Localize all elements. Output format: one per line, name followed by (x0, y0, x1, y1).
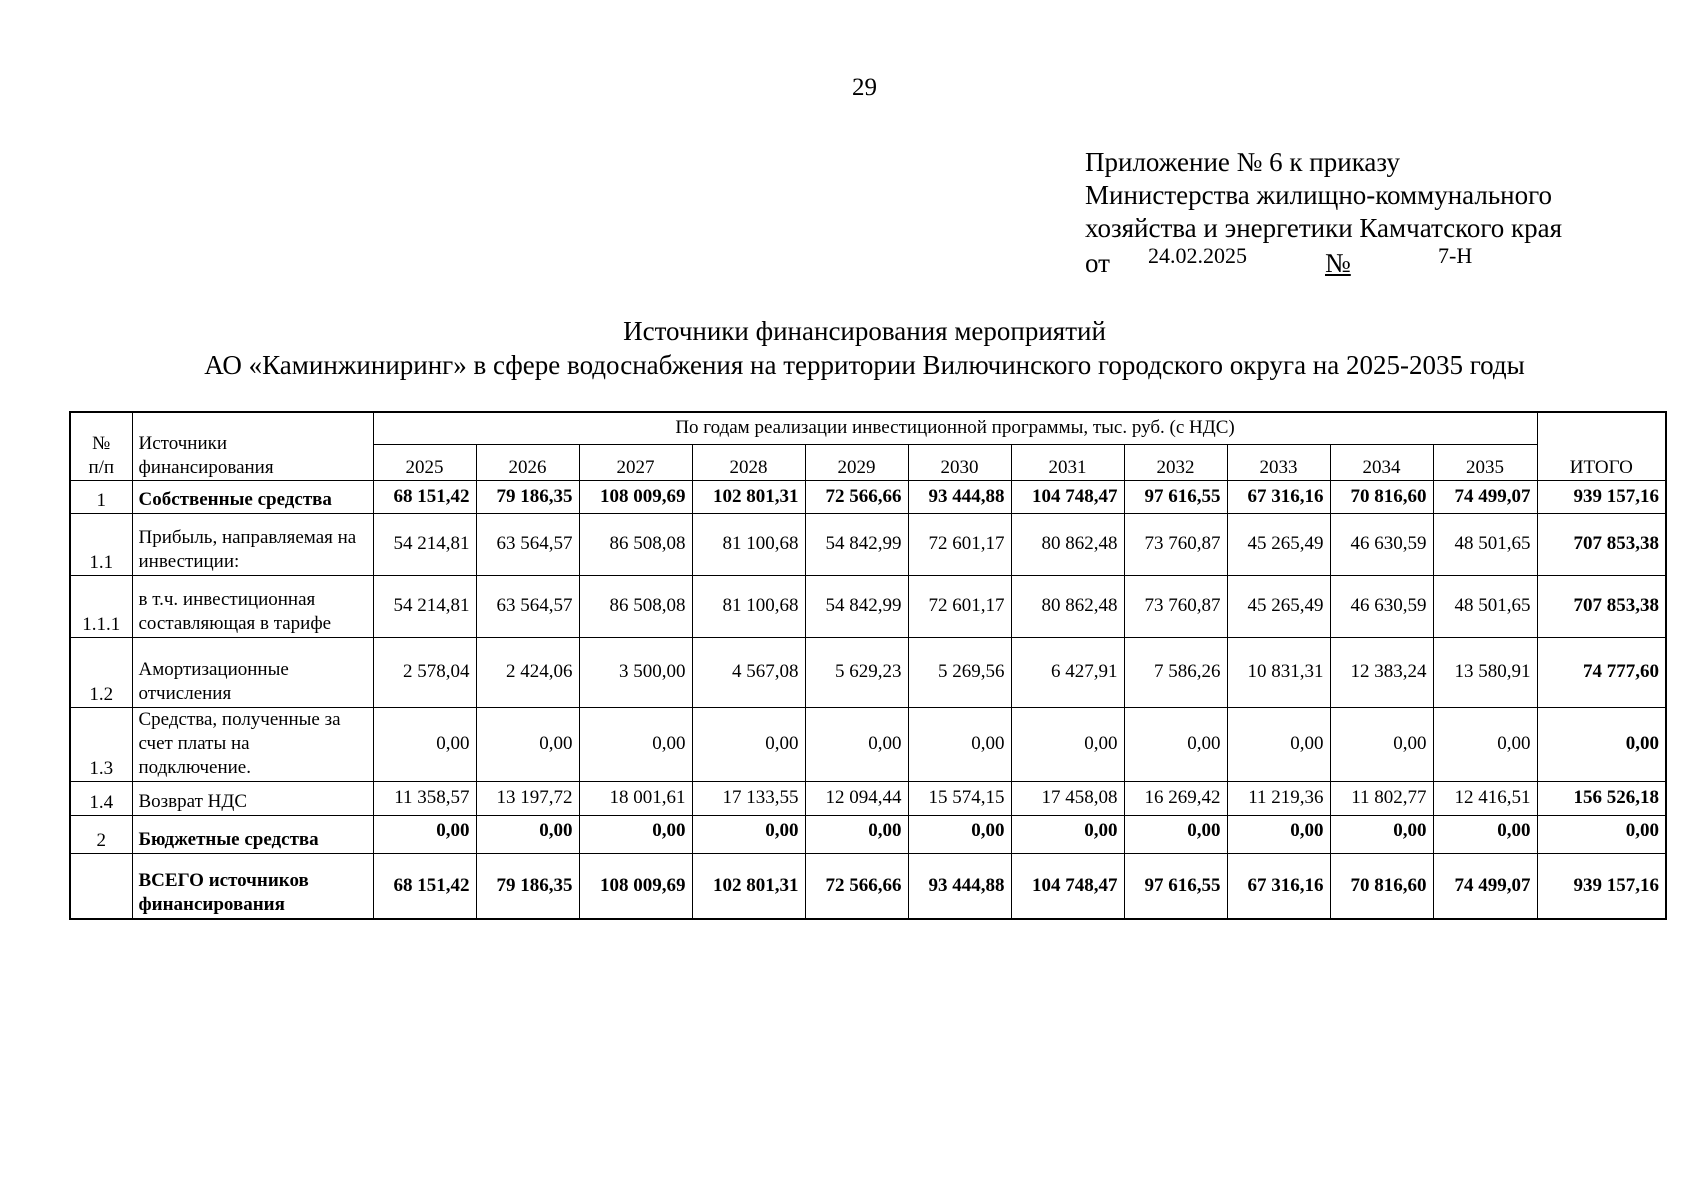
title-line-2: АО «Каминжиниринг» в сфере водоснабжения на территории Вилючинского городского округа на 2025-2035 годы (204, 350, 1525, 380)
cell-value-2027: 0,00 (579, 815, 692, 853)
table-row (70, 637, 1666, 707)
cell-value-2030: 0,00 (908, 707, 1011, 781)
document-title (0, 314, 1698, 382)
cell-value-2026: 79 186,35 (476, 853, 579, 919)
cell-value-2030: 93 444,88 (908, 480, 1011, 513)
cell-total: 0,00 (1537, 815, 1666, 853)
cell-value-2028: 102 801,31 (692, 480, 805, 513)
table-row (70, 815, 1666, 853)
cell-value-2025: 68 151,42 (373, 480, 476, 513)
cell-value-2031: 80 862,48 (1011, 513, 1124, 575)
cell-value-2027: 86 508,08 (579, 575, 692, 637)
cell-value-2034: 70 816,60 (1330, 480, 1433, 513)
table-row (70, 480, 1666, 513)
cell-value-2034: 12 383,24 (1330, 637, 1433, 707)
row-source-name: Бюджетные средства (132, 815, 373, 853)
cell-value-2027: 18 001,61 (579, 781, 692, 815)
order-number-label: № (1325, 248, 1351, 278)
cell-value-2032: 73 760,87 (1124, 575, 1227, 637)
cell-value-2025: 0,00 (373, 815, 476, 853)
cell-value-2034: 11 802,77 (1330, 781, 1433, 815)
cell-value-2029: 0,00 (805, 815, 908, 853)
year-header-2032: 2032 (1124, 444, 1227, 480)
cell-value-2031: 80 862,48 (1011, 575, 1124, 637)
cell-value-2026: 0,00 (476, 815, 579, 853)
table-row (70, 513, 1666, 575)
cell-value-2025: 54 214,81 (373, 575, 476, 637)
cell-value-2027: 0,00 (579, 707, 692, 781)
row-source-name: Возврат НДС (132, 781, 373, 815)
year-header-2033: 2033 (1227, 444, 1330, 480)
cell-value-2034: 0,00 (1330, 707, 1433, 781)
cell-value-2026: 13 197,72 (476, 781, 579, 815)
cell-value-2028: 0,00 (692, 815, 805, 853)
cell-value-2033: 10 831,31 (1227, 637, 1330, 707)
cell-value-2034: 46 630,59 (1330, 575, 1433, 637)
cell-value-2032: 0,00 (1124, 815, 1227, 853)
cell-value-2027: 108 009,69 (579, 853, 692, 919)
cell-value-2029: 5 629,23 (805, 637, 908, 707)
row-number: 1.1.1 (70, 575, 132, 637)
cell-value-2032: 7 586,26 (1124, 637, 1227, 707)
cell-value-2035: 13 580,91 (1433, 637, 1537, 707)
cell-value-2033: 0,00 (1227, 707, 1330, 781)
year-header-2028: 2028 (692, 444, 805, 480)
header-total: ИТОГО (1537, 412, 1666, 480)
cell-value-2035: 48 501,65 (1433, 513, 1537, 575)
cell-value-2035: 12 416,51 (1433, 781, 1537, 815)
cell-value-2035: 0,00 (1433, 707, 1537, 781)
year-header-2030: 2030 (908, 444, 1011, 480)
cell-value-2027: 3 500,00 (579, 637, 692, 707)
cell-value-2028: 102 801,31 (692, 853, 805, 919)
year-header-2035: 2035 (1433, 444, 1537, 480)
table-row (70, 781, 1666, 815)
year-header-2025: 2025 (373, 444, 476, 480)
table-row (70, 707, 1666, 781)
cell-value-2028: 17 133,55 (692, 781, 805, 815)
row-source-name: Прибыль, направляемая на инвестиции: (132, 513, 373, 575)
table-row (70, 853, 1666, 919)
cell-value-2029: 54 842,99 (805, 513, 908, 575)
row-number: 1.2 (70, 637, 132, 707)
appendix-line-3: хозяйства и энергетики Камчатского края (1085, 213, 1563, 243)
appendix-line-1: Приложение № 6 к приказу (1085, 147, 1400, 177)
cell-value-2031: 0,00 (1011, 815, 1124, 853)
cell-value-2032: 97 616,55 (1124, 480, 1227, 513)
order-date: 24.02.2025 (1148, 243, 1247, 268)
cell-value-2029: 0,00 (805, 707, 908, 781)
cell-value-2032: 97 616,55 (1124, 853, 1227, 919)
cell-value-2031: 6 427,91 (1011, 637, 1124, 707)
cell-value-2031: 0,00 (1011, 707, 1124, 781)
cell-total: 707 853,38 (1537, 575, 1666, 637)
cell-value-2030: 15 574,15 (908, 781, 1011, 815)
cell-value-2032: 73 760,87 (1124, 513, 1227, 575)
row-number: 2 (70, 815, 132, 853)
order-from-label: от (1085, 248, 1110, 278)
cell-value-2031: 104 748,47 (1011, 853, 1124, 919)
financing-table (69, 411, 1667, 920)
cell-value-2033: 45 265,49 (1227, 575, 1330, 637)
title-line-1: Источники финансирования мероприятий (623, 316, 1106, 346)
cell-value-2035: 0,00 (1433, 815, 1537, 853)
cell-value-2025: 68 151,42 (373, 853, 476, 919)
cell-value-2031: 17 458,08 (1011, 781, 1124, 815)
cell-value-2033: 67 316,16 (1227, 853, 1330, 919)
cell-value-2026: 63 564,57 (476, 575, 579, 637)
row-number: 1.3 (70, 707, 132, 781)
cell-value-2030: 72 601,17 (908, 513, 1011, 575)
order-number: 7-Н (1438, 243, 1473, 268)
cell-value-2033: 45 265,49 (1227, 513, 1330, 575)
row-source-name: в т.ч. инвестиционная составляющая в тарифе (132, 575, 373, 637)
cell-value-2033: 67 316,16 (1227, 480, 1330, 513)
cell-value-2026: 63 564,57 (476, 513, 579, 575)
cell-value-2028: 0,00 (692, 707, 805, 781)
cell-value-2025: 0,00 (373, 707, 476, 781)
cell-value-2028: 4 567,08 (692, 637, 805, 707)
appendix-header (1085, 146, 1562, 278)
cell-value-2025: 2 578,04 (373, 637, 476, 707)
row-source-name: Средства, полученные за счет платы на подключение. (132, 707, 373, 781)
cell-total: 939 157,16 (1537, 480, 1666, 513)
year-header-2034: 2034 (1330, 444, 1433, 480)
cell-value-2030: 93 444,88 (908, 853, 1011, 919)
row-source-name: Амортизационные отчисления (132, 637, 373, 707)
cell-value-2033: 0,00 (1227, 815, 1330, 853)
table-row (70, 575, 1666, 637)
cell-value-2032: 16 269,42 (1124, 781, 1227, 815)
cell-value-2030: 5 269,56 (908, 637, 1011, 707)
cell-total: 156 526,18 (1537, 781, 1666, 815)
cell-value-2028: 81 100,68 (692, 575, 805, 637)
cell-value-2032: 0,00 (1124, 707, 1227, 781)
cell-value-2029: 12 094,44 (805, 781, 908, 815)
row-number: 1.1 (70, 513, 132, 575)
cell-value-2030: 0,00 (908, 815, 1011, 853)
row-number: 1.4 (70, 781, 132, 815)
cell-total: 0,00 (1537, 707, 1666, 781)
cell-value-2030: 72 601,17 (908, 575, 1011, 637)
header-years-group: По годам реализации инвестиционной программы, тыс. руб. (с НДС) (373, 412, 1537, 444)
appendix-line-2: Министерства жилищно-коммунального (1085, 180, 1553, 210)
row-number: 1 (70, 480, 132, 513)
cell-value-2029: 72 566,66 (805, 853, 908, 919)
cell-value-2025: 54 214,81 (373, 513, 476, 575)
cell-value-2035: 74 499,07 (1433, 480, 1537, 513)
cell-value-2026: 79 186,35 (476, 480, 579, 513)
cell-value-2029: 72 566,66 (805, 480, 908, 513)
year-header-2029: 2029 (805, 444, 908, 480)
cell-value-2028: 81 100,68 (692, 513, 805, 575)
order-details (1085, 245, 1562, 278)
cell-value-2035: 48 501,65 (1433, 575, 1537, 637)
page-number: 29 (852, 74, 877, 101)
cell-value-2027: 86 508,08 (579, 513, 692, 575)
cell-value-2026: 0,00 (476, 707, 579, 781)
row-source-name: Собственные средства (132, 480, 373, 513)
cell-value-2027: 108 009,69 (579, 480, 692, 513)
cell-value-2026: 2 424,06 (476, 637, 579, 707)
cell-value-2034: 0,00 (1330, 815, 1433, 853)
cell-value-2029: 54 842,99 (805, 575, 908, 637)
cell-total: 74 777,60 (1537, 637, 1666, 707)
cell-total: 939 157,16 (1537, 853, 1666, 919)
year-header-2027: 2027 (579, 444, 692, 480)
cell-value-2033: 11 219,36 (1227, 781, 1330, 815)
cell-total: 707 853,38 (1537, 513, 1666, 575)
header-row-1 (70, 412, 1666, 444)
year-header-2026: 2026 (476, 444, 579, 480)
cell-value-2025: 11 358,57 (373, 781, 476, 815)
year-header-2031: 2031 (1011, 444, 1124, 480)
cell-value-2034: 70 816,60 (1330, 853, 1433, 919)
row-source-name: ВСЕГО источников финансирования (132, 853, 373, 919)
header-source: Источники финансирования (132, 412, 373, 480)
cell-value-2035: 74 499,07 (1433, 853, 1537, 919)
cell-value-2031: 104 748,47 (1011, 480, 1124, 513)
row-number (70, 853, 132, 919)
header-no: № п/п (70, 412, 132, 480)
cell-value-2034: 46 630,59 (1330, 513, 1433, 575)
